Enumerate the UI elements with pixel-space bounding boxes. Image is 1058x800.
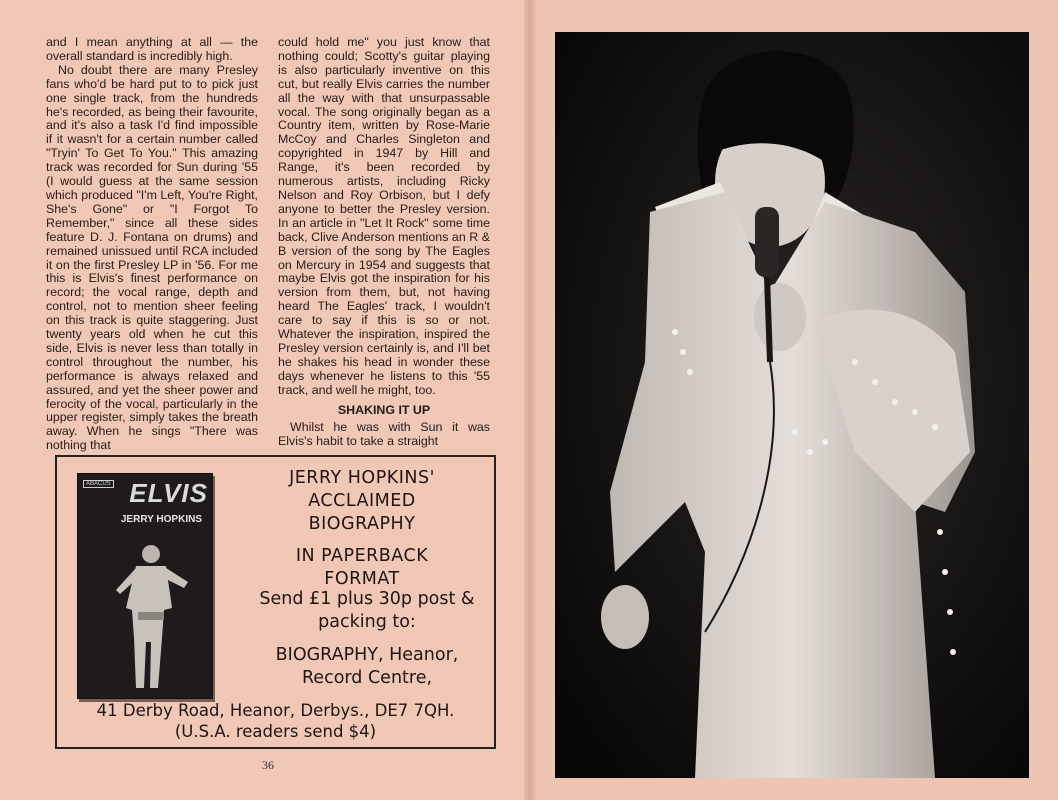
ad-send-line: Send £1 plus 30p post & xyxy=(259,589,475,609)
paragraph: and I mean anything at all — the overall standard is incredibly high. xyxy=(46,35,258,63)
ad-recipient-line: Record Centre, xyxy=(301,668,433,688)
ad-headline-line: ACCLAIMED xyxy=(308,491,416,511)
spine-gutter xyxy=(524,0,536,800)
ad-recipient-line: BIOGRAPHY, Heanor, xyxy=(275,645,459,665)
ad-address xyxy=(57,700,494,742)
ad-headline-line: BIOGRAPHY xyxy=(308,514,416,534)
ad-order-info xyxy=(247,588,487,690)
ad-headline-line: JERRY HOPKINS' xyxy=(289,468,435,488)
performer-figure-icon xyxy=(106,538,196,693)
elvis-performance-photo xyxy=(555,32,1029,778)
paragraph: Whilst he was with Sun it was Elvis's habit to take a straight xyxy=(278,420,490,449)
paragraph: could hold me" you just know that nothing could; Scotty's guitar playing is also particularly inventive on this cut, but really Elvis carries the number all the way with that unsurpassable vocal. The song originally began as a Country item, written by Rose-Marie McCoy and Charles Singleton and copyrighted in 1947 by Hill and Range, it's been recorded by numerous artists, including Ricky Nelson and Roy Orbison, but I defy anyone to better the Presley version. In an article in "Let It Rock" some time back, Clive Anderson mentions an R & B version of the song by The Eagles on Mercury in 1954 and suggests that maybe Elvis got the inspiration for his version from them, but, not having heard The Eagles' track, I wouldn't care to say if this is so or not. Whatever the inspiration, inspired the Presley version certainly is, and I'll bet he shakes his head in wonder these days whenever he listens to this '55 track, and well he might, too. xyxy=(278,35,490,397)
page-number: 36 xyxy=(262,758,274,772)
book-advertisement xyxy=(55,455,496,749)
publisher-logo: ABACUS xyxy=(83,480,114,488)
ad-headline xyxy=(247,467,477,591)
paragraph: No doubt there are many Presley fans who'd be hard put to to pick just one single track, from the hundreds he's recorded, as being their favourite, and it's also a task I'd find impossible if it wasn't for a certain number called "Tryin' To Get To You." This amazing track was recorded for Sun during '55 (I would guess at the same session which produced "I'm Left, You're Right, She's Gone" or "I Forgot To Remember," since all these sides feature D. J. Fontana on drums) and remained unissued until RCA included it on the first Presley LP in '56. For me this is Elvis's finest performance on record; the vocal range, depth and control, not to mention sheer feeling on this track is quite staggering. Just twenty years old when he cut this side, Elvis is never less than totally in control throughout the number, his performance is always relaxed and assured, and yet the sheer power and ferocity of the vocal, particularly in the upper register, simply takes the breath away. When he sings "There was nothing that xyxy=(46,62,258,453)
ad-format-line: IN PAPERBACK xyxy=(295,546,429,566)
photo-illustration xyxy=(555,32,1029,778)
text-column-1 xyxy=(46,36,258,453)
ad-format-line: FORMAT xyxy=(324,569,400,589)
book-title: ELVIS xyxy=(129,478,208,508)
ad-send-line: packing to: xyxy=(318,612,416,632)
book-author: JERRY HOPKINS xyxy=(120,514,202,525)
ad-usa-note: (U.S.A. readers send $4) xyxy=(174,722,377,741)
text-column-2 xyxy=(278,36,490,449)
subheading: SHAKING IT UP xyxy=(337,402,431,417)
book-cover-image xyxy=(77,473,213,699)
ad-address-line: 41 Derby Road, Heanor, Derbys., DE7 7QH. xyxy=(96,701,455,720)
